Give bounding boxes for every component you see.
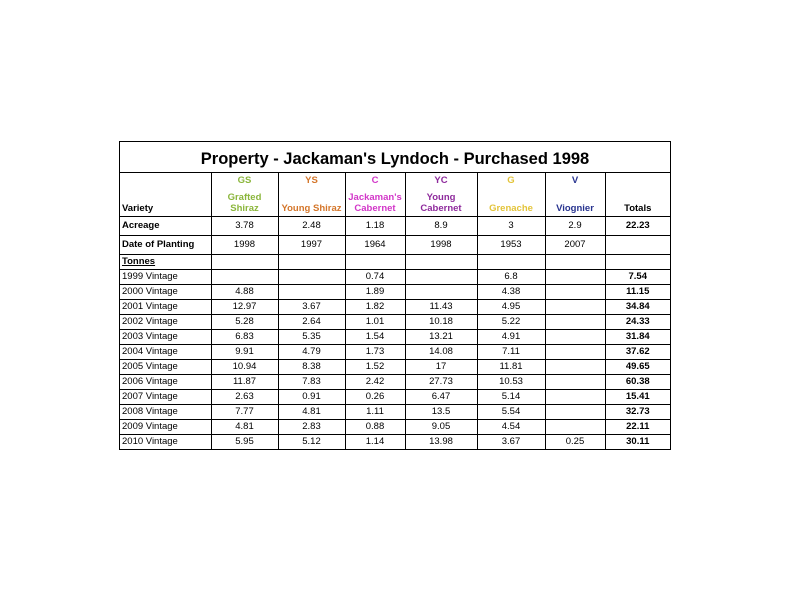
tonnes-value-yc: 6.47 (405, 390, 477, 405)
tonnes-value-gs: 12.97 (211, 300, 278, 315)
acreage-value-yc: 8.9 (405, 217, 477, 236)
tonnes-value-ys: 2.83 (278, 420, 345, 435)
vintage-label: 2001 Vintage (120, 300, 211, 315)
tonnes-value-gs: 2.63 (211, 390, 278, 405)
vintage-label: 2005 Vintage (120, 360, 211, 375)
tonnes-value-v (545, 420, 605, 435)
vintage-row (120, 285, 670, 300)
tonnes-value-g: 4.95 (477, 300, 545, 315)
blank-cell (120, 173, 211, 188)
vintage-row (120, 315, 670, 330)
tonnes-value-c: 1.89 (345, 285, 405, 300)
tonnes-value-g: 5.14 (477, 390, 545, 405)
tonnes-value-gs: 4.81 (211, 420, 278, 435)
vintage-label: 2010 Vintage (120, 435, 211, 450)
tonnes-value-c: 1.14 (345, 435, 405, 450)
variety-name-c: Jackaman's Cabernet (345, 188, 405, 217)
blank-cell (211, 255, 278, 270)
vintage-row (120, 390, 670, 405)
variety-code-c: C (345, 173, 405, 188)
planting-year-c: 1964 (345, 236, 405, 255)
tonnes-value-yc: 14.08 (405, 345, 477, 360)
variety-name-ys: Young Shiraz (278, 188, 345, 217)
tonnes-value-c: 0.74 (345, 270, 405, 285)
vintage-label: 2007 Vintage (120, 390, 211, 405)
variety-name-gs: Grafted Shiraz (211, 188, 278, 217)
tonnes-value-ys: 7.83 (278, 375, 345, 390)
vintage-label: 2009 Vintage (120, 420, 211, 435)
vintage-label: 2006 Vintage (120, 375, 211, 390)
tonnes-value-gs: 7.77 (211, 405, 278, 420)
planting-row (120, 236, 670, 255)
vintage-total: 15.41 (605, 390, 670, 405)
planting-year-gs: 1998 (211, 236, 278, 255)
vintage-total: 60.38 (605, 375, 670, 390)
tonnes-value-v (545, 285, 605, 300)
tonnes-value-v (545, 375, 605, 390)
tonnes-value-yc: 10.18 (405, 315, 477, 330)
vintage-total: 24.33 (605, 315, 670, 330)
planting-year-ys: 1997 (278, 236, 345, 255)
tonnes-value-yc (405, 270, 477, 285)
acreage-value-gs: 3.78 (211, 217, 278, 236)
tonnes-value-v (545, 405, 605, 420)
totals-header: Totals (605, 188, 670, 217)
acreage-value-c: 1.18 (345, 217, 405, 236)
tonnes-value-yc: 13.21 (405, 330, 477, 345)
tonnes-value-yc: 27.73 (405, 375, 477, 390)
tonnes-value-ys: 5.35 (278, 330, 345, 345)
tonnes-value-v (545, 315, 605, 330)
vintage-row (120, 420, 670, 435)
tonnes-value-v (545, 360, 605, 375)
tonnes-value-g: 6.8 (477, 270, 545, 285)
tonnes-value-v (545, 300, 605, 315)
tonnes-row (120, 255, 670, 270)
blank-cell (345, 255, 405, 270)
table-body (120, 173, 670, 449)
tonnes-value-yc (405, 285, 477, 300)
tonnes-value-c: 1.73 (345, 345, 405, 360)
variety-code-ys: YS (278, 173, 345, 188)
tonnes-value-g: 10.53 (477, 375, 545, 390)
tonnes-value-ys: 3.67 (278, 300, 345, 315)
blank-cell (477, 255, 545, 270)
vintage-total: 11.15 (605, 285, 670, 300)
tonnes-value-v (545, 345, 605, 360)
variety-name-g: Grenache (477, 188, 545, 217)
tonnes-value-c: 1.54 (345, 330, 405, 345)
tonnes-value-g: 5.22 (477, 315, 545, 330)
tonnes-value-gs: 10.94 (211, 360, 278, 375)
tonnes-value-c: 1.82 (345, 300, 405, 315)
tonnes-label: Tonnes (120, 255, 211, 270)
tonnes-value-v (545, 330, 605, 345)
vintage-row (120, 360, 670, 375)
vintage-table (120, 173, 670, 449)
tonnes-value-ys: 2.64 (278, 315, 345, 330)
tonnes-value-ys: 5.12 (278, 435, 345, 450)
acreage-total: 22.23 (605, 217, 670, 236)
vintage-label: 2004 Vintage (120, 345, 211, 360)
blank-cell (405, 255, 477, 270)
tonnes-value-ys: 4.81 (278, 405, 345, 420)
tonnes-value-ys: 4.79 (278, 345, 345, 360)
tonnes-value-c: 1.01 (345, 315, 405, 330)
vintage-label: 1999 Vintage (120, 270, 211, 285)
tonnes-value-c: 2.42 (345, 375, 405, 390)
tonnes-value-gs: 5.28 (211, 315, 278, 330)
vintage-total: 37.62 (605, 345, 670, 360)
tonnes-value-g: 4.54 (477, 420, 545, 435)
blank-cell (605, 255, 670, 270)
vintage-label: 2002 Vintage (120, 315, 211, 330)
acreage-row (120, 217, 670, 236)
blank-cell (605, 173, 670, 188)
acreage-value-v: 2.9 (545, 217, 605, 236)
acreage-label: Acreage (120, 217, 211, 236)
code-row (120, 173, 670, 188)
variety-name-row (120, 188, 670, 217)
planting-year-yc: 1998 (405, 236, 477, 255)
variety-name-yc: Young Cabernet (405, 188, 477, 217)
tonnes-value-gs: 5.95 (211, 435, 278, 450)
tonnes-value-ys: 0.91 (278, 390, 345, 405)
tonnes-value-ys (278, 285, 345, 300)
blank-cell (545, 255, 605, 270)
tonnes-value-gs: 6.83 (211, 330, 278, 345)
tonnes-value-g: 3.67 (477, 435, 545, 450)
vintage-total: 32.73 (605, 405, 670, 420)
tonnes-value-v (545, 390, 605, 405)
blank-cell (278, 255, 345, 270)
vintage-row (120, 300, 670, 315)
variety-code-yc: YC (405, 173, 477, 188)
vintage-total: 31.84 (605, 330, 670, 345)
tonnes-value-g: 4.91 (477, 330, 545, 345)
vintage-total: 49.65 (605, 360, 670, 375)
tonnes-value-c: 1.52 (345, 360, 405, 375)
tonnes-value-gs: 9.91 (211, 345, 278, 360)
acreage-value-ys: 2.48 (278, 217, 345, 236)
variety-code-gs: GS (211, 173, 278, 188)
variety-code-g: G (477, 173, 545, 188)
planting-total (605, 236, 670, 255)
spreadsheet (119, 141, 671, 450)
vintage-label: 2000 Vintage (120, 285, 211, 300)
variety-code-v: V (545, 173, 605, 188)
acreage-value-g: 3 (477, 217, 545, 236)
vintage-total: 22.11 (605, 420, 670, 435)
vintage-row (120, 270, 670, 285)
tonnes-value-gs: 4.88 (211, 285, 278, 300)
tonnes-value-c: 1.11 (345, 405, 405, 420)
vintage-label: 2008 Vintage (120, 405, 211, 420)
tonnes-value-gs (211, 270, 278, 285)
tonnes-value-g: 5.54 (477, 405, 545, 420)
page-title: Property - Jackaman's Lyndoch - Purchased 1998 (120, 142, 670, 173)
tonnes-value-g: 4.38 (477, 285, 545, 300)
variety-name-v: Viognier (545, 188, 605, 217)
tonnes-value-v: 0.25 (545, 435, 605, 450)
vintage-total: 34.84 (605, 300, 670, 315)
vintage-row (120, 330, 670, 345)
vintage-row (120, 405, 670, 420)
tonnes-value-gs: 11.87 (211, 375, 278, 390)
vintage-total: 7.54 (605, 270, 670, 285)
tonnes-value-g: 7.11 (477, 345, 545, 360)
tonnes-value-c: 0.26 (345, 390, 405, 405)
vintage-row (120, 345, 670, 360)
tonnes-value-yc: 13.98 (405, 435, 477, 450)
planting-year-v: 2007 (545, 236, 605, 255)
planting-year-g: 1953 (477, 236, 545, 255)
variety-label: Variety (120, 188, 211, 217)
tonnes-value-yc: 9.05 (405, 420, 477, 435)
vintage-label: 2003 Vintage (120, 330, 211, 345)
tonnes-value-g: 11.81 (477, 360, 545, 375)
tonnes-value-ys: 8.38 (278, 360, 345, 375)
tonnes-value-yc: 13.5 (405, 405, 477, 420)
vintage-total: 30.11 (605, 435, 670, 450)
tonnes-value-c: 0.88 (345, 420, 405, 435)
planting-label: Date of Planting (120, 236, 211, 255)
vintage-row (120, 435, 670, 450)
tonnes-value-yc: 17 (405, 360, 477, 375)
vintage-row (120, 375, 670, 390)
tonnes-value-v (545, 270, 605, 285)
tonnes-value-ys (278, 270, 345, 285)
tonnes-value-yc: 11.43 (405, 300, 477, 315)
